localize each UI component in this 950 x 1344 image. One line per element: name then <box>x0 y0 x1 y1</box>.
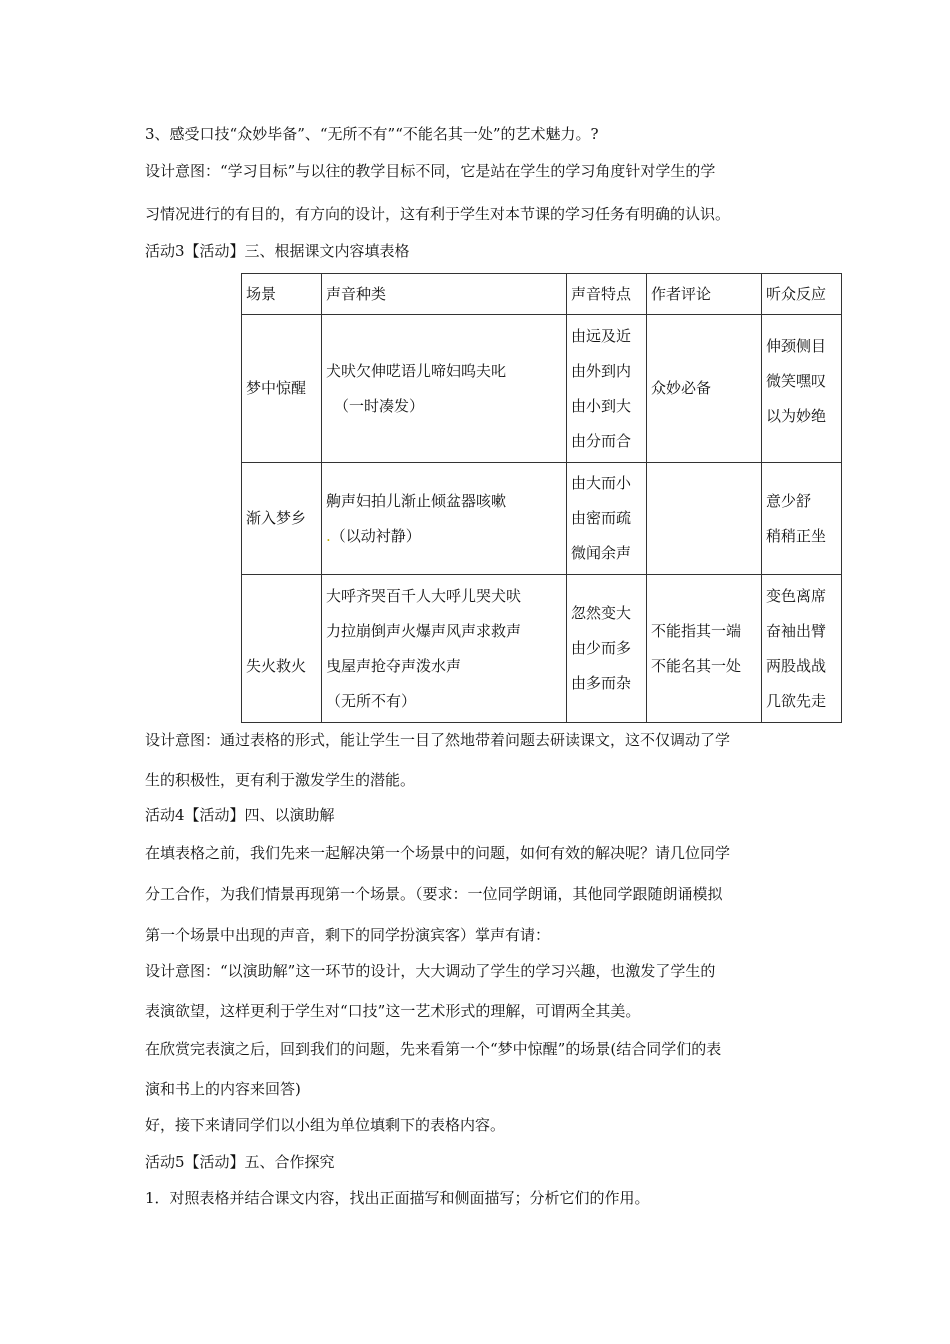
cell-line: 几欲先走 <box>766 691 827 710</box>
author-comment-cell <box>647 463 762 575</box>
cell-line: 变色离席 <box>766 586 827 605</box>
cell-line: 不能名其一处 <box>651 656 742 675</box>
sound-features-cell <box>567 575 647 723</box>
header-sound-features: 声音特点 <box>567 274 647 315</box>
sound-types-cell <box>322 575 567 723</box>
paragraph-1-line1: 在填表格之前，我们先来一起解决第一个场景中的问题，如何有效的解决呢？请几位同学 <box>145 844 731 862</box>
scene-cell: 渐入梦乡 <box>242 463 322 575</box>
cell-line: 由大而小 <box>571 474 632 492</box>
header-scene: 场景 <box>242 274 322 315</box>
design-intent-1-line2: 习情况进行的有目的，有方向的设计，这有利于学生对本节课的学习任务有明确的认识。 <box>145 205 731 223</box>
cell-line: 由外到内 <box>571 361 632 380</box>
audience-reaction-cell <box>762 315 842 463</box>
cell-line: （一时凑发） <box>334 396 425 415</box>
design-intent-1-line1: 设计意图：“学习目标”与以往的教学目标不同，它是站在学生的学习角度针对学生的学 <box>145 162 716 180</box>
goal-item-3: 3、感受口技“众妙毕备”、“无所不有”“不能名其一处”的艺术魅力。? <box>145 125 599 143</box>
paragraph-2-line1: 在欣赏完表演之后，回到我们的问题，先来看第一个“梦中惊醒”的场景(结合同学们的表 <box>145 1040 722 1058</box>
scene-cell: 梦中惊醒 <box>242 315 322 463</box>
author-comment-cell <box>647 315 762 463</box>
table-row <box>242 463 842 575</box>
design-intent-3-line1: 设计意图：“以演助解”这一环节的设计，大大调动了学生的学习兴趣，也激发了学生的 <box>145 962 716 980</box>
table-row <box>242 315 842 463</box>
sound-features-cell <box>567 315 647 463</box>
sound-features-cell <box>567 463 647 575</box>
cell-line: 两股战战 <box>766 656 827 675</box>
cell-line <box>326 519 562 554</box>
fill-in-table <box>241 273 842 723</box>
table-header-row <box>242 274 842 315</box>
audience-reaction-cell <box>762 575 842 723</box>
cell-line: （无所不有） <box>326 691 417 710</box>
paragraph-2-line2: 演和书上的内容来回答) <box>145 1080 301 1098</box>
header-author-comment: 作者评论 <box>647 274 762 315</box>
cell-line: 犬吠欠伸呓语儿啼妇呜夫叱 <box>326 361 507 380</box>
design-intent-2-line2: 生的积极性，更有利于激发学生的潜能。 <box>145 771 416 789</box>
activity-5-heading: 活动5【活动】五、合作探究 <box>145 1153 335 1171</box>
paragraph-3: 好，接下来请同学们以小组为单位填剩下的表格内容。 <box>145 1116 506 1134</box>
activity-3-heading: 活动3【活动】三、根据课文内容填表格 <box>145 242 410 260</box>
design-intent-3-line2: 表演欲望，这样更利于学生对“口技”这一艺术形式的理解，可谓两全其美。 <box>145 1002 641 1020</box>
paragraph-1-line3: 第一个场景中出现的声音，剩下的同学扮演宾客）掌声有请： <box>145 926 551 944</box>
stray-mark: . <box>326 526 331 545</box>
cell-line: 奋袖出臂 <box>766 621 827 640</box>
table-row <box>242 575 842 723</box>
design-intent-2-line1: 设计意图：通过表格的形式，能让学生一目了然地带着问题去研读课文，这不仅调动了学 <box>145 731 731 749</box>
cell-line: 力拉崩倒声火爆声风声求救声 <box>326 621 522 640</box>
header-sound-types: 声音种类 <box>322 274 567 315</box>
cell-line: 忽然变大 <box>571 604 632 622</box>
scene-cell: 失火救火 <box>242 575 322 723</box>
cell-line: 众妙必备 <box>651 379 712 397</box>
cell-line: 以为妙绝 <box>766 407 827 425</box>
cell-line: 伸颈侧目 <box>766 337 827 355</box>
cell-line: 齁声妇拍儿渐止倾盆器咳嗽 <box>326 491 507 510</box>
activity-4-heading: 活动4【活动】四、以演助解 <box>145 806 335 824</box>
sound-types-cell <box>322 463 567 575</box>
paragraph-1-line2: 分工合作，为我们情景再现第一个场景。（要求：一位同学朗诵，其他同学跟随朗诵模拟 <box>145 885 723 903</box>
cell-line: 微笑嘿叹 <box>766 372 827 390</box>
cell-line: 意少舒 <box>766 491 812 510</box>
cell-line: 由小到大 <box>571 396 632 415</box>
cell-line: 曳屋声抢夺声泼水声 <box>326 656 462 675</box>
cell-line: 由远及近 <box>571 326 632 345</box>
cell-line: 由多而杂 <box>571 674 632 692</box>
author-comment-cell <box>647 575 762 723</box>
cell-line: 稍稍正坐 <box>766 526 827 545</box>
cell-line-text: （以动衬静） <box>330 526 421 545</box>
cell-line: 大呼齐哭百千人大呼儿哭犬吠 <box>326 586 522 605</box>
header-audience-reaction: 听众反应 <box>762 274 842 315</box>
audience-reaction-cell <box>762 463 842 575</box>
cell-line: 由分而合 <box>571 431 632 450</box>
task-item-1: 1．对照表格并结合课文内容，找出正面描写和侧面描写；分析它们的作用。 <box>145 1189 650 1207</box>
cell-line: 由少而多 <box>571 639 632 657</box>
sound-types-cell <box>322 315 567 463</box>
cell-line: 微闻余声 <box>571 544 632 562</box>
cell-line: 由密而疏 <box>571 509 632 527</box>
cell-line: 不能指其一端 <box>651 621 742 640</box>
